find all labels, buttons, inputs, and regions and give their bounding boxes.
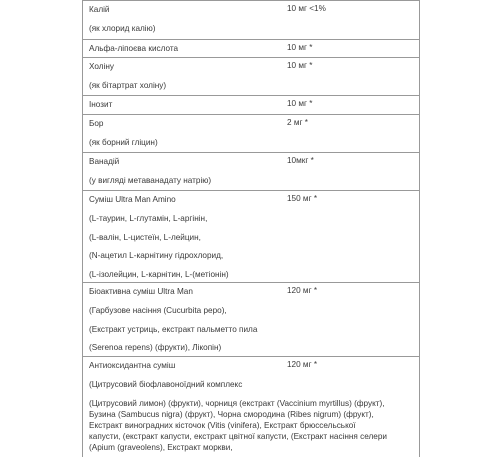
table-row <box>82 96 420 115</box>
table-row <box>82 357 420 457</box>
ingredient-name: Інозит <box>89 100 113 109</box>
ingredient-name: Ванадій (у вигляді метаванадату натрію) <box>89 157 212 185</box>
ingredient-name: Холіну (як бітартрат холіну) <box>89 62 167 90</box>
supplement-facts-table <box>82 0 420 457</box>
ingredient-name: Альфа-ліпоєва кислота <box>89 44 179 53</box>
ingredient-name: Калій (як хлорид калію) <box>89 5 156 33</box>
ingredient-amount: 10 мг <1% <box>287 4 326 13</box>
ingredient-amount: 120 мг * <box>287 360 318 369</box>
table-row <box>82 115 420 153</box>
table-row <box>82 40 420 58</box>
ingredient-amount: 10мкг * <box>287 156 314 165</box>
ingredient-name: Біоактивна суміш Ultra Man (Гарбузове насіння (Cucurbita pepo), (Екстракт устриць, екстракт пальметто пила (Serenoa repens) (фрукти), Лікопін) <box>89 287 258 353</box>
ingredient-amount: 150 мг * <box>287 194 318 203</box>
table-row <box>82 153 420 191</box>
table-row <box>82 191 420 283</box>
ingredient-amount: 120 мг * <box>287 286 318 295</box>
table-row <box>82 58 420 96</box>
table-row <box>82 1 420 40</box>
ingredient-amount: 10 мг * <box>287 99 313 108</box>
ingredient-name: Бор (як борний гліцин) <box>89 119 158 147</box>
ingredient-amount: 10 мг * <box>287 43 313 52</box>
ingredient-name: Суміш Ultra Man Amino (L-таурин, L-глутамін, L-аргінін, (L-валін, L-цистеїн, L-лейцин, (N-ацетил L-карнітину гідрохлорид, (L-ізолейцин, L-карнітин, L-(метіонін) <box>89 195 229 280</box>
ingredient-name: Антиоксидантна суміш (Цитрусовий біофлавоноїдний комплекс (Цитрусовий лимон) (фрукти), чорниця (екстракт (Vaccinium myrtillus) (фрукт), Бузина (Sambucus nigra) (фрукт), Чорна смородина (Ribes nigrum) (фрукт), Екстракт виноградних кісточок (Vitis (vinifera), Екстракт брюссельської капусти, (екстракт капусти, екстракт цвітної капусти, (Екстракт насіння селери (Apium (graveolens), Екстракт моркви, <box>89 361 387 452</box>
ingredient-amount: 10 мг * <box>287 61 313 70</box>
ingredient-amount: 2 мг * <box>287 118 308 127</box>
table-row <box>82 283 420 357</box>
